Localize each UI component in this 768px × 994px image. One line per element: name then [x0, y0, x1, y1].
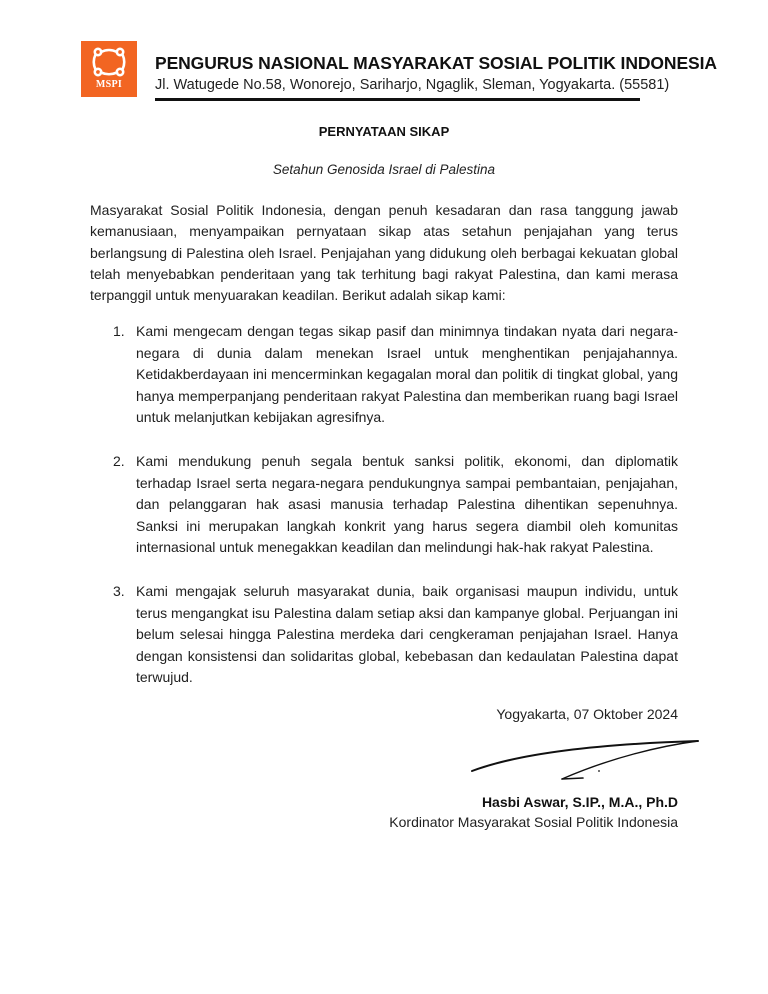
organization-name: PENGURUS NASIONAL MASYARAKAT SOSIAL POLITIK INDONESIA [155, 53, 717, 73]
statement-text: Kami mendukung penuh segala bentuk sanksi politik, ekonomi, dan diplomatik terhadap Israel serta negara-negara pendukungnya sampai pembantaian, penjajahan, dan pelanggaran hak asasi manusia terhadap Palestina dihentikan sepenuhnya. Sanksi ini merupakan langkah konkrit yang harus segera diambil oleh komunitas internasional untuk menegakkan keadilan dan melindungi hak-hak rakyat Palestina. [136, 452, 678, 556]
mspi-logo [81, 41, 137, 97]
statement-item [90, 581, 678, 689]
statement-item [90, 451, 678, 559]
document-title: PERNYATAAN SIKAP [318, 124, 450, 139]
signer-role: Kordinator Masyarakat Sosial Politik Indonesia [389, 814, 678, 830]
statement-number: 2. [113, 452, 125, 469]
statement-list [90, 321, 678, 711]
statement-number: 3. [113, 582, 125, 599]
statement-number: 1. [113, 323, 125, 339]
handwritten-signature [460, 728, 710, 788]
statement-text: Kami mengajak seluruh masyarakat dunia, baik organisasi maupun individu, untuk terus mengangkat isu Palestina dalam setiap aksi dan kampanye global. Perjuangan ini belum selesai hingga Palestina merdeka dari cengkeraman penjajahan Israel. Hanya dengan konsistensi dan solidaritas global, kebebasan dan kedaulatan Palestina dapat terwujud. [136, 582, 678, 686]
logo-text: MSPI [95, 79, 123, 90]
statement-text: Kami mengecam dengan tegas sikap pasif dan minimnya tindakan nyata dari negara-negara di dunia dalam menekan Israel untuk menghentikan penjajahannya. Ketidakberdayaan ini mencerminkan kegagalan moral dan politik di tingkat global, yang hanya memperpanjang penderitaan rakyat Palestina dan memberikan ruang bagi Israel untuk melanjutkan kebijakan agresifnya. [136, 323, 678, 426]
signer-name: Hasbi Aswar, S.IP., M.A., Ph.D [481, 794, 678, 810]
document-subtitle: Setahun Genosida Israel di Palestina [272, 162, 496, 177]
place-and-date: Yogyakarta, 07 Oktober 2024 [496, 706, 678, 722]
header-divider [155, 98, 640, 101]
organization-address: Jl. Watugede No.58, Wonorejo, Sariharjo, Ngaglik, Sleman, Yogyakarta. (55581) [155, 77, 670, 93]
intro-paragraph: Masyarakat Sosial Politik Indonesia, dengan penuh kesadaran dan rasa tanggung jawab kemanusiaan, menyampaikan pernyataan sikap atas setahun penjajahan yang terus berlangsung di Palestina oleh Israel. Penjajahan yang didukung oleh berbagai kekuatan global telah menyebabkan penderitaan yang tak terhitung bagi rakyat Palestina, dan kami merasa terpanggil untuk menyuarakan keadilan. Berikut adalah sikap kami: [90, 202, 678, 304]
statement-item [90, 321, 678, 429]
